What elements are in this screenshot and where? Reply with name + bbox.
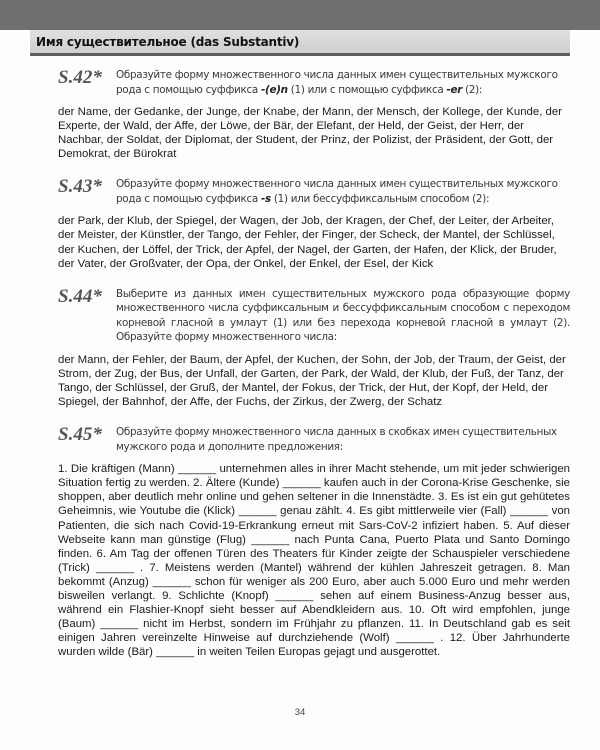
exercise-instruction: Образуйте форму множественного числа данных в скобках имен существительных мужского рода и дополните предложения: (116, 426, 557, 453)
top-edge (0, 0, 600, 30)
word-list: der Park, der Klub, der Spiegel, der Wagen, der Job, der Kragen, der Chef, der Leiter, der Arbeiter, der Meister, der Künstler, der Tango, der Fehler, der Finger, der Scheck, der Mantel, der Schlüssel, der Kuchen, der Löffel, der Trick, der Apfel, der Nagel, der Garten, der Hafen, der Klick, der Bruder, der Vater, der Großvater, der Opa, der Onkel, der Enkel, der Esel, der Kick (58, 215, 557, 270)
exercise-number: S.43* (58, 176, 102, 198)
exercise-number: S.42* (58, 67, 102, 88)
page-content (58, 68, 570, 669)
exercise-instruction: Образуйте форму множественного числа данных имен существительных мужского рода с помощью суффикса -s (1) или бессуффиксальным способом (2): (116, 178, 558, 205)
word-list: der Mann, der Fehler, der Baum, der Apfel, der Kuchen, der Sohn, der Job, der Traum, der Geist, der Strom, der Zug, der Bus, der Unfall, der Garten, der Park, der Wald, der Klub, der Fuß, der Tanz, der Tango, der Schlüssel, der Gruß, der Mantel, der Fokus, der Trick, der Hut, der Kopf, der Held, der Spiegel, der Bahnhof, der Affe, der Fuchs, der Zirkus, der Zwerg, der Schatz (58, 353, 566, 409)
exercise-instruction: Выберите из данных имен существительных мужского рода образующие форму множественного числа суффиксальным и бессуффиксальным способом с переходом корневой гласной в умлаут (1) или без перехода корневой гласной в умлаут (2). Образуйте форму множественного числа: (116, 287, 570, 344)
exercise-s43 (58, 177, 570, 270)
exercise-s45 (58, 425, 570, 659)
exercise-number: S.45* (58, 424, 102, 446)
chapter-header (30, 30, 570, 56)
exercise-number: S.44* (58, 285, 102, 307)
exercise-text: 1. Die kräftigen (Mann) ______ unternehmen alles in ihrer Macht stehende, um mit jeder schwierigen Situation fertig zu werden. 2. Ältere (Kunde) ______ kaufen auch in der Corona-Krise Geschenke, sie shoppen, aber deutlich mehr online und gehen seltener in die Innenstädte. 3. Es ist ein gut gehütetes Geheimnis, wie Youtube die (Klick) ______ genau zählt. 4. Es gibt mittlerweile vier (Fall) ______ von Patienten, die sich nach Covid-19-Erkrankung erneut mit Sars-CoV-2 infiziert haben. 5. Auf dieser Webseite kann man günstige (Flug) ______ nach Punta Cana, Puerto Plata und Santo Domingo finden. 6. Am Tag der offenen Türen des Theaters für Kinder zeigte der Schauspieler verschiedene (Trick) ______ . 7. Meistens werden (Mantel) während der kühlen Jahreszeit getragen. 8. Man bekommt (Anzug) ______ schon für weniger als 200 Euro, aber auch 5.000 Euro und mehr werden bisweilen verlangt. 9. Schlichte (Knopf) ______ sehen auf einem Business-Anzug besser aus, während ein Flashier-Knopf sieht besser auf Abendkleidern aus. 10. Oft wird empfohlen, junge (Baum) ______ nicht im Herbst, sondern im Frühjahr zu pflanzen. 11. In Deutschland gab es seit einigen Jahren vereinzelte Hinweise auf durchziehende (Wolf) ______ . 12. Über Jahrhunderte wurden wilde (Bär) ______ in weiten Teilen Europas gejagt und ausgerottet. (58, 463, 570, 659)
exercise-s44 (58, 287, 570, 409)
exercise-instruction: Образуйте форму множественного числа данных имен существительных мужского рода с помощью суффикса -(e)n (1) или с помощью суффикса -er (2): (116, 69, 558, 96)
word-list: der Name, der Gedanke, der Junge, der Knabe, der Mann, der Mensch, der Kollege, der Kunde, der Experte, der Wald, der Affe, der Löwe, der Bär, der Elefant, der Held, der Geist, der Herr, der Nachbar, der Soldat, der Diplomat, der Student, der Prinz, der Polizist, der Präsident, der Gott, der Demokrat, der Bürokrat (58, 106, 563, 161)
exercise-s42 (58, 68, 570, 161)
chapter-title: Имя существительное (das Substantiv) (36, 35, 300, 49)
page-number: 34 (294, 707, 306, 718)
